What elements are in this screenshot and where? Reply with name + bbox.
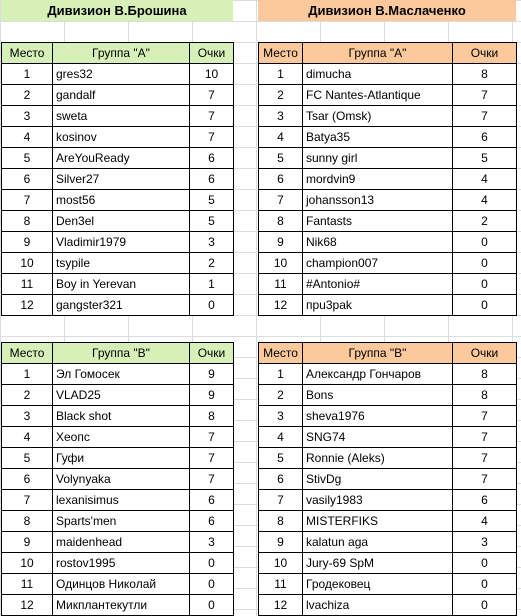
table-row: [2, 532, 234, 553]
cell-place[interactable]: 11: [2, 274, 53, 295]
table-row: [259, 295, 517, 316]
cell-team-name[interactable]: Black shot: [53, 406, 190, 427]
cell-points[interactable]: 9: [190, 364, 234, 385]
cell-place[interactable]: 2: [259, 385, 303, 406]
table-row: [2, 148, 234, 169]
header-group[interactable]: Группа "В": [53, 343, 190, 364]
cell-place[interactable]: 9: [2, 532, 53, 553]
cell-place[interactable]: 4: [259, 427, 303, 448]
header-group[interactable]: Группа "А": [53, 43, 190, 64]
table-row: [2, 553, 234, 574]
cell-place[interactable]: 12: [2, 295, 53, 316]
cell-place[interactable]: 3: [259, 406, 303, 427]
cell-points[interactable]: 10: [190, 64, 234, 85]
cell-points[interactable]: 7: [190, 106, 234, 127]
standings-table-left-group-b: [1, 342, 234, 616]
header-group[interactable]: Группа "А": [303, 43, 453, 64]
cell-team-name[interactable]: Гродековец: [303, 574, 453, 595]
cell-team-name[interactable]: Александр Гончаров: [303, 364, 453, 385]
cell-place[interactable]: 2: [259, 85, 303, 106]
cell-points[interactable]: 2: [453, 211, 517, 232]
table-row: [259, 64, 517, 85]
cell-place[interactable]: 11: [259, 574, 303, 595]
table-row: [2, 595, 234, 616]
table-row: [259, 469, 517, 490]
cell-points[interactable]: 0: [453, 274, 517, 295]
header-place[interactable]: Место: [259, 43, 303, 64]
cell-team-name[interactable]: Bons: [303, 385, 453, 406]
table-row: [2, 364, 234, 385]
cell-points[interactable]: 5: [190, 211, 234, 232]
cell-points[interactable]: 0: [453, 253, 517, 274]
cell-team-name[interactable]: MISTERFIKS: [303, 511, 453, 532]
cell-points[interactable]: 6: [190, 511, 234, 532]
cell-team-name[interactable]: sunny girl: [303, 148, 453, 169]
cell-points[interactable]: 3: [190, 232, 234, 253]
table-row: [2, 85, 234, 106]
cell-points[interactable]: 6: [190, 148, 234, 169]
cell-points[interactable]: 7: [190, 448, 234, 469]
cell-team-name[interactable]: Jury-69 SpM: [303, 553, 453, 574]
table-row: [259, 253, 517, 274]
table-row: [259, 553, 517, 574]
cell-place[interactable]: 6: [259, 169, 303, 190]
cell-place[interactable]: 2: [2, 85, 53, 106]
table-row: [259, 448, 517, 469]
cell-team-name[interactable]: AreYouReady: [53, 148, 190, 169]
cell-points[interactable]: 0: [190, 574, 234, 595]
table-row: [2, 511, 234, 532]
cell-team-name[interactable]: dimucha: [303, 64, 453, 85]
table-row: [2, 106, 234, 127]
cell-points[interactable]: 0: [190, 595, 234, 616]
cell-place[interactable]: 1: [259, 64, 303, 85]
table-row: [2, 469, 234, 490]
cell-place[interactable]: 12: [259, 595, 303, 616]
cell-place[interactable]: 10: [259, 253, 303, 274]
table-row: [2, 190, 234, 211]
cell-team-name[interactable]: VLAD25: [53, 385, 190, 406]
standings-table-right-group-a: [258, 42, 517, 316]
cell-team-name[interactable]: champion007: [303, 253, 453, 274]
standings-table-right-group-b: [258, 342, 517, 616]
cell-points[interactable]: 8: [190, 406, 234, 427]
cell-points[interactable]: 9: [190, 385, 234, 406]
cell-points[interactable]: 0: [453, 574, 517, 595]
cell-place[interactable]: 8: [2, 211, 53, 232]
cell-place[interactable]: 5: [2, 448, 53, 469]
cell-team-name[interactable]: Одинцов Николай: [53, 574, 190, 595]
cell-place[interactable]: 11: [259, 274, 303, 295]
header-points[interactable]: Очки: [453, 343, 517, 364]
cell-points[interactable]: 0: [453, 595, 517, 616]
header-group[interactable]: Группа "В": [303, 343, 453, 364]
cell-place[interactable]: 7: [2, 490, 53, 511]
cell-points[interactable]: 4: [453, 190, 517, 211]
cell-team-name[interactable]: StivDg: [303, 469, 453, 490]
table-row: [259, 127, 517, 148]
header-place[interactable]: Место: [2, 343, 53, 364]
cell-place[interactable]: 4: [2, 427, 53, 448]
cell-points[interactable]: 0: [190, 295, 234, 316]
cell-place[interactable]: 12: [2, 595, 53, 616]
cell-team-name[interactable]: vasily1983: [303, 490, 453, 511]
cell-team-name[interactable]: Tsar (Omsk): [303, 106, 453, 127]
table-row: [259, 406, 517, 427]
table-row: [2, 64, 234, 85]
cell-place[interactable]: 6: [259, 469, 303, 490]
cell-place[interactable]: 10: [2, 253, 53, 274]
cell-place[interactable]: 3: [259, 106, 303, 127]
cell-place[interactable]: 5: [259, 148, 303, 169]
cell-place[interactable]: 8: [259, 211, 303, 232]
cell-points[interactable]: 4: [453, 169, 517, 190]
cell-points[interactable]: 7: [190, 85, 234, 106]
cell-place[interactable]: 2: [2, 385, 53, 406]
header-place[interactable]: Место: [259, 343, 303, 364]
table-row: [259, 169, 517, 190]
cell-team-name[interactable]: maidenhead: [53, 532, 190, 553]
cell-points[interactable]: 8: [453, 385, 517, 406]
cell-place[interactable]: 10: [259, 553, 303, 574]
table-row: [2, 211, 234, 232]
table-row: [259, 385, 517, 406]
cell-place[interactable]: 8: [2, 511, 53, 532]
cell-points[interactable]: 0: [453, 295, 517, 316]
cell-points[interactable]: 3: [453, 532, 517, 553]
table-row: [259, 232, 517, 253]
table-row: [2, 253, 234, 274]
cell-team-name[interactable]: sweta: [53, 106, 190, 127]
cell-points[interactable]: 7: [453, 106, 517, 127]
cell-points[interactable]: 5: [453, 148, 517, 169]
cell-points[interactable]: 7: [190, 127, 234, 148]
table-row: [259, 427, 517, 448]
table-row: [2, 295, 234, 316]
table-row: [259, 106, 517, 127]
cell-team-name[interactable]: gres32: [53, 64, 190, 85]
header-place[interactable]: Место: [2, 43, 53, 64]
cell-team-name[interactable]: Эл Гомосек: [53, 364, 190, 385]
cell-team-name[interactable]: Boy in Yerevan: [53, 274, 190, 295]
cell-points[interactable]: 4: [453, 511, 517, 532]
cell-team-name[interactable]: Гуфи: [53, 448, 190, 469]
table-row: [259, 148, 517, 169]
cell-team-name[interactable]: Хеопс: [53, 427, 190, 448]
header-points[interactable]: Очки: [453, 43, 517, 64]
division-title-brosh: Дивизион В.Брошина: [1, 0, 233, 21]
cell-place[interactable]: 12: [259, 295, 303, 316]
cell-points[interactable]: 8: [453, 364, 517, 385]
division-title-maslach: Дивизион В.Маслаченко: [258, 0, 516, 21]
table-row: [259, 211, 517, 232]
table-row: [259, 190, 517, 211]
cell-team-name[interactable]: most56: [53, 190, 190, 211]
cell-team-name[interactable]: Batya35: [303, 127, 453, 148]
cell-team-name[interactable]: mordvin9: [303, 169, 453, 190]
cell-points[interactable]: 7: [453, 85, 517, 106]
cell-team-name[interactable]: Fantasts: [303, 211, 453, 232]
cell-team-name[interactable]: rostov1995: [53, 553, 190, 574]
table-row: [2, 574, 234, 595]
cell-points[interactable]: 6: [453, 490, 517, 511]
cell-team-name[interactable]: johansson13: [303, 190, 453, 211]
table-row: [259, 364, 517, 385]
cell-points[interactable]: 0: [190, 553, 234, 574]
header-points[interactable]: Очки: [190, 343, 234, 364]
cell-team-name[interactable]: lexanisimus: [53, 490, 190, 511]
cell-place[interactable]: 3: [2, 406, 53, 427]
table-row: [259, 595, 517, 616]
table-row: [2, 490, 234, 511]
cell-points[interactable]: 0: [453, 553, 517, 574]
cell-place[interactable]: 1: [259, 364, 303, 385]
cell-points[interactable]: 7: [453, 406, 517, 427]
table-row: [2, 232, 234, 253]
cell-team-name[interactable]: sheva1976: [303, 406, 453, 427]
cell-place[interactable]: 6: [2, 169, 53, 190]
cell-place[interactable]: 9: [2, 232, 53, 253]
table-row: [2, 274, 234, 295]
table-row: [2, 169, 234, 190]
cell-team-name[interactable]: Silver27: [53, 169, 190, 190]
cell-team-name[interactable]: kosinov: [53, 127, 190, 148]
cell-place[interactable]: 6: [2, 469, 53, 490]
cell-points[interactable]: 2: [190, 253, 234, 274]
cell-points[interactable]: 7: [190, 469, 234, 490]
cell-team-name[interactable]: tsypile: [53, 253, 190, 274]
header-points[interactable]: Очки: [190, 43, 234, 64]
table-row: [259, 574, 517, 595]
cell-points[interactable]: 6: [453, 127, 517, 148]
cell-team-name[interactable]: Sparts'men: [53, 511, 190, 532]
cell-place[interactable]: 7: [2, 190, 53, 211]
cell-points[interactable]: 7: [453, 427, 517, 448]
cell-place[interactable]: 7: [259, 490, 303, 511]
cell-place[interactable]: 8: [259, 511, 303, 532]
cell-place[interactable]: 4: [259, 127, 303, 148]
cell-points[interactable]: 3: [190, 532, 234, 553]
table-row: [2, 448, 234, 469]
cell-team-name[interactable]: Volynyaka: [53, 469, 190, 490]
cell-points[interactable]: 7: [453, 469, 517, 490]
cell-points[interactable]: 8: [453, 64, 517, 85]
cell-place[interactable]: 5: [2, 148, 53, 169]
cell-place[interactable]: 9: [259, 532, 303, 553]
cell-place[interactable]: 4: [2, 127, 53, 148]
cell-team-name[interactable]: Den3el: [53, 211, 190, 232]
cell-place[interactable]: 1: [2, 364, 53, 385]
cell-points[interactable]: 5: [190, 190, 234, 211]
cell-place[interactable]: 11: [2, 574, 53, 595]
cell-team-name[interactable]: FC Nantes-Atlantique: [303, 85, 453, 106]
cell-place[interactable]: 3: [2, 106, 53, 127]
cell-points[interactable]: 6: [190, 169, 234, 190]
cell-team-name[interactable]: gangster321: [53, 295, 190, 316]
cell-team-name[interactable]: kalatun aga: [303, 532, 453, 553]
cell-team-name[interactable]: Nik68: [303, 232, 453, 253]
cell-team-name[interactable]: Ronnie (Aleks): [303, 448, 453, 469]
table-row: [2, 406, 234, 427]
cell-place[interactable]: 1: [2, 64, 53, 85]
cell-team-name[interactable]: Микплантекутли: [53, 595, 190, 616]
cell-team-name[interactable]: lvachiza: [303, 595, 453, 616]
table-row: [259, 532, 517, 553]
table-row: [2, 427, 234, 448]
cell-place[interactable]: 9: [259, 232, 303, 253]
cell-points[interactable]: 1: [190, 274, 234, 295]
cell-points[interactable]: 7: [453, 448, 517, 469]
cell-points[interactable]: 6: [190, 490, 234, 511]
table-row: [259, 85, 517, 106]
table-row: [259, 511, 517, 532]
table-row: [2, 385, 234, 406]
cell-points[interactable]: 7: [190, 427, 234, 448]
cell-team-name[interactable]: Vladimir1979: [53, 232, 190, 253]
cell-place[interactable]: 10: [2, 553, 53, 574]
cell-team-name[interactable]: gandalf: [53, 85, 190, 106]
cell-place[interactable]: 7: [259, 190, 303, 211]
cell-team-name[interactable]: пpu3pak: [303, 295, 453, 316]
cell-place[interactable]: 5: [259, 448, 303, 469]
standings-table-left-group-a: [1, 42, 234, 316]
cell-points[interactable]: 0: [453, 232, 517, 253]
cell-team-name[interactable]: SNG74: [303, 427, 453, 448]
cell-team-name[interactable]: #Antonio#: [303, 274, 453, 295]
table-row: [2, 127, 234, 148]
table-row: [259, 274, 517, 295]
table-row: [259, 490, 517, 511]
